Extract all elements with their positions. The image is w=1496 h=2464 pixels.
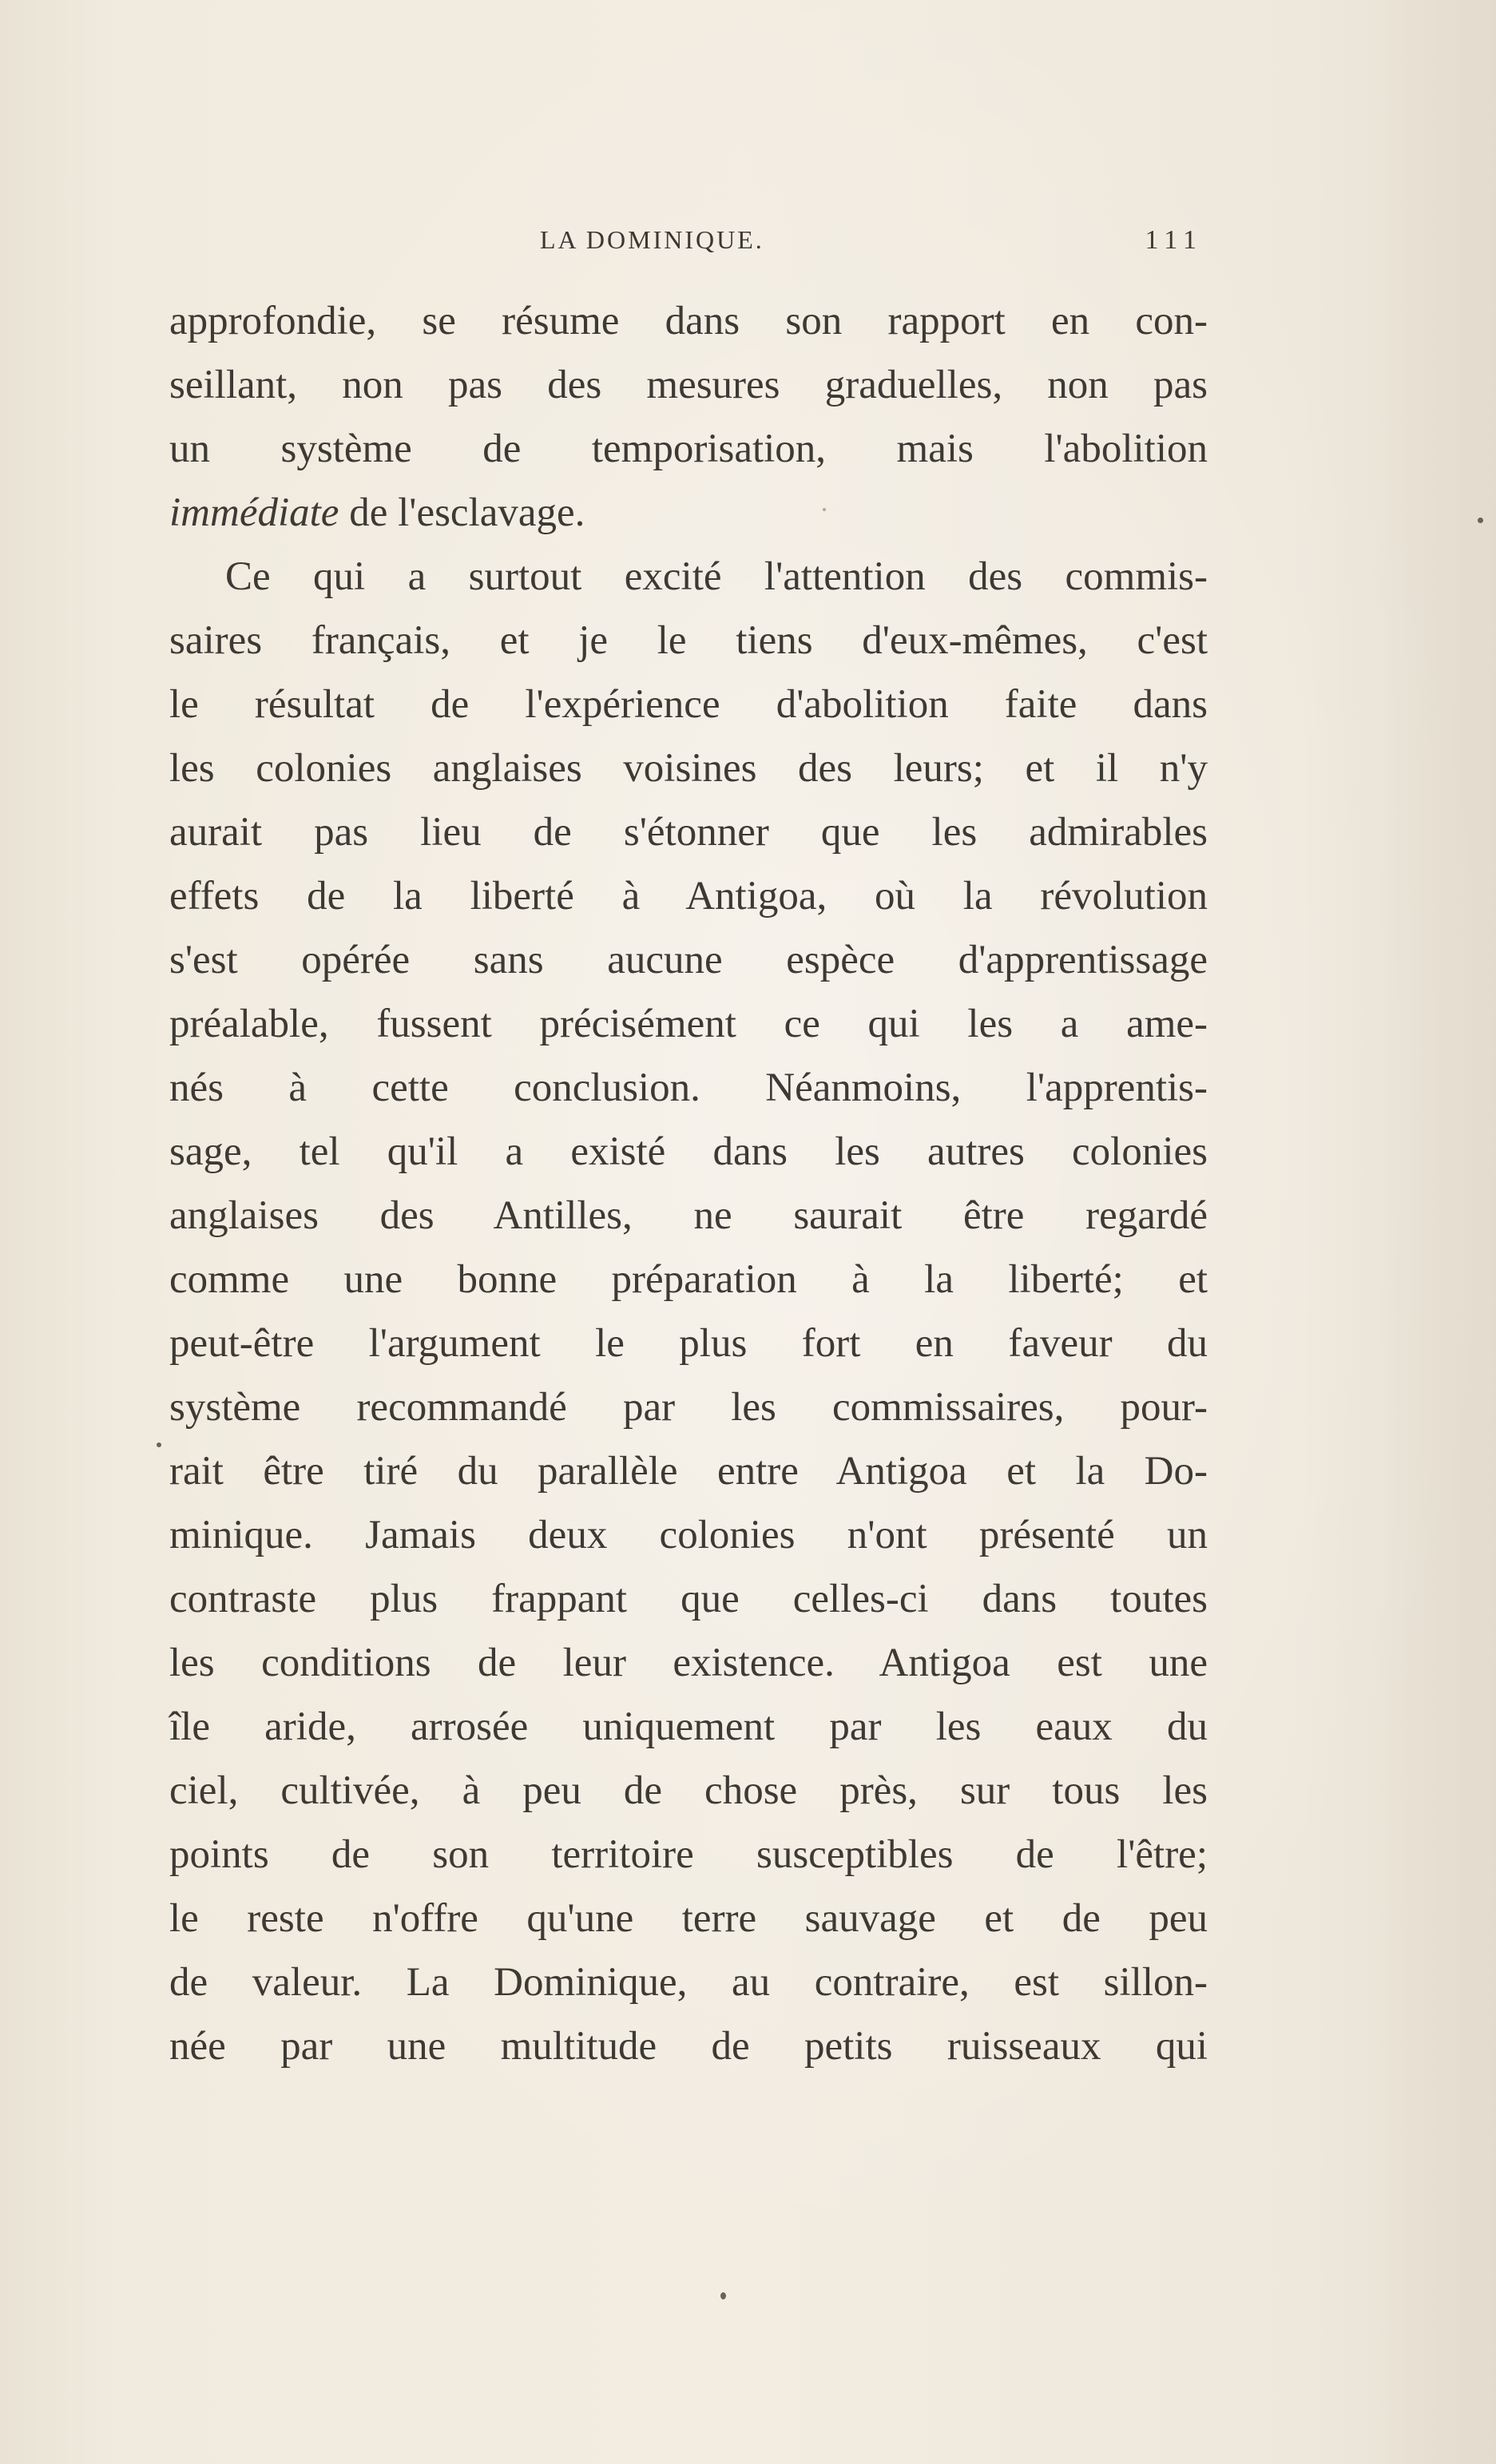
text-line: comme une bonne préparation à la liberté; et xyxy=(169,1257,1208,1302)
text-line: peut-être l'argument le plus fort en faveur du xyxy=(169,1321,1208,1366)
text-line: préalable, fussent précisément ce qui les a ame- xyxy=(169,1002,1208,1046)
text-line: saires français, et je le tiens d'eux-mêmes, c'est xyxy=(169,618,1208,663)
text-line: nés à cette conclusion. Néanmoins, l'apprentis- xyxy=(169,1065,1208,1110)
text-line: système recommandé par les commissaires, pour- xyxy=(169,1385,1208,1430)
paper-speck xyxy=(157,1442,161,1447)
text-line: les colonies anglaises voisines des leurs; et il n'y xyxy=(169,746,1208,791)
text-line: ciel, cultivée, à peu de chose près, sur tous les xyxy=(169,1768,1208,1813)
body-text xyxy=(169,289,1208,2078)
text-line: un système de temporisation, mais l'abolition xyxy=(169,427,1208,471)
page-number: 111 xyxy=(1145,225,1203,255)
text-line xyxy=(169,481,1208,545)
paper-speck xyxy=(720,2292,726,2299)
text-line: effets de la liberté à Antigoa, où la révolution xyxy=(169,874,1208,919)
text-line: née par une multitude de petits ruisseaux qui xyxy=(169,2024,1208,2069)
text-line: minique. Jamais deux colonies n'ont présenté un xyxy=(169,1513,1208,1557)
text-line: rait être tiré du parallèle entre Antigoa et la Do- xyxy=(169,1449,1208,1494)
text-line: aurait pas lieu de s'étonner que les admirables xyxy=(169,810,1208,855)
text-line: anglaises des Antilles, ne saurait être regardé xyxy=(169,1193,1208,1238)
running-head: LA DOMINIQUE. xyxy=(540,225,764,254)
page-header xyxy=(173,225,1203,273)
text-line: approfondie, se résume dans son rapport en con- xyxy=(169,299,1208,343)
italic-word: immédiate xyxy=(169,490,339,535)
text-line: les conditions de leur existence. Antigoa est une xyxy=(169,1641,1208,1685)
text-line: seillant, non pas des mesures graduelles, non pas xyxy=(169,363,1208,407)
text-line: points de son territoire susceptibles de l'être; xyxy=(169,1832,1208,1877)
text-fragment: de l'esclavage. xyxy=(339,490,585,535)
paper-speck xyxy=(1478,518,1483,523)
text-line: le résultat de l'expérience d'abolition faite dans xyxy=(169,682,1208,727)
text-line: s'est opérée sans aucune espèce d'apprentissage xyxy=(169,938,1208,982)
paper-speck xyxy=(823,508,826,511)
text-line: contraste plus frappant que celles-ci dans toutes xyxy=(169,1577,1208,1621)
text-line: île aride, arrosée uniquement par les eaux du xyxy=(169,1704,1208,1749)
text-line: le reste n'offre qu'une terre sauvage et de peu xyxy=(169,1896,1208,1941)
text-line: de valeur. La Dominique, au contraire, est sillon- xyxy=(169,1960,1208,2005)
text-line: Ce qui a surtout excité l'attention des commis- xyxy=(225,554,1208,599)
facing-page-bleed xyxy=(1304,0,1496,2464)
text-line: sage, tel qu'il a existé dans les autres colonies xyxy=(169,1129,1208,1174)
